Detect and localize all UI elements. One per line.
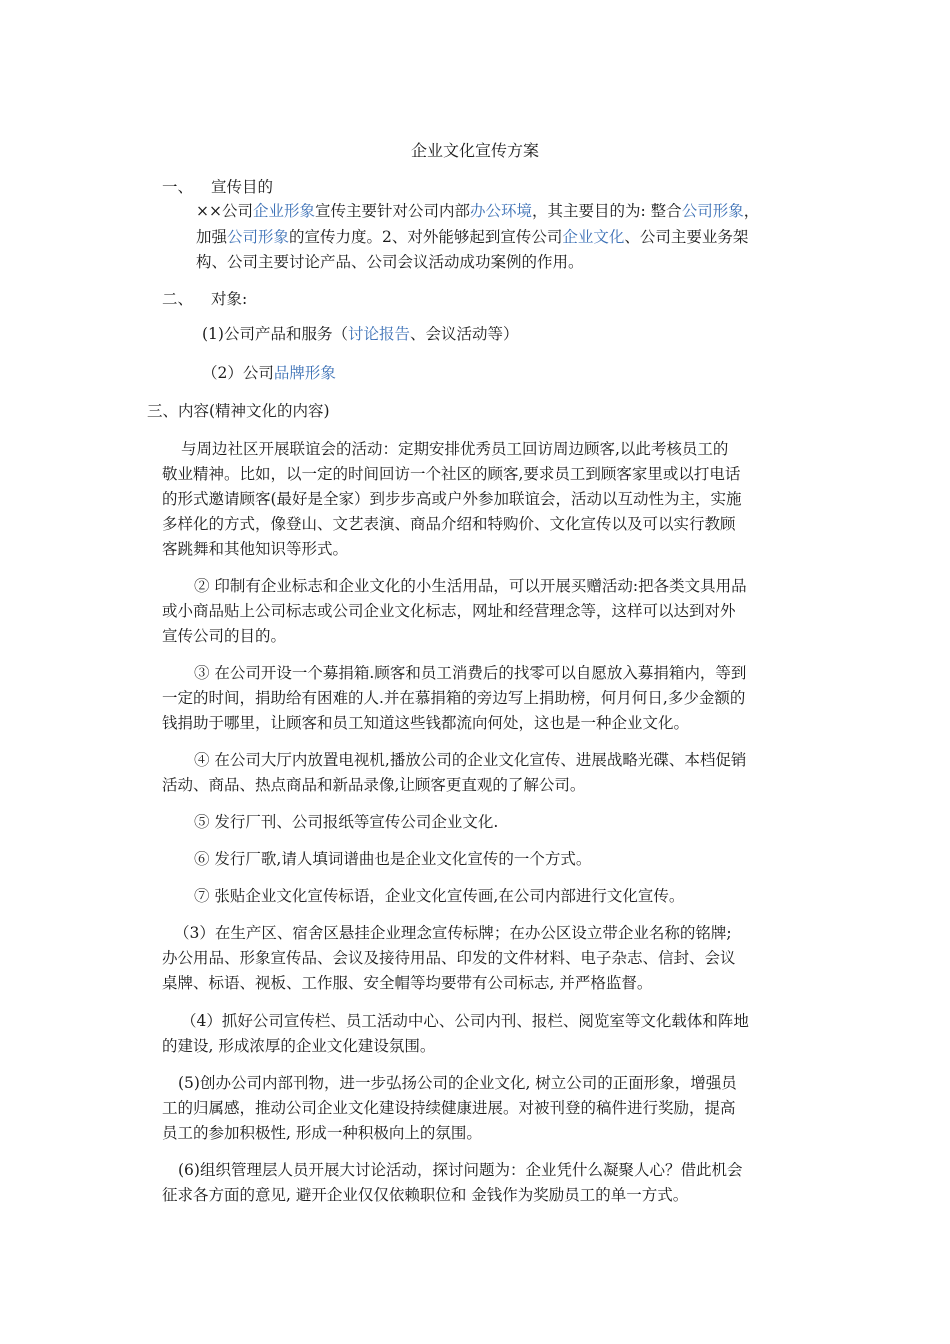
paragraph-6: ⑥ 发行厂歌,请人填词谱曲也是企业文化宣传的一个方式。 (194, 850, 592, 868)
section-1-heading: 宣传目的 (211, 178, 274, 196)
text-run: ， (743, 202, 760, 220)
paragraph-1-line: 敬业精神。比如，以一定的时间回访一个社区的顾客,要求员工到顾客家里或以打电话 (162, 465, 741, 483)
paragraph-10-line: 工的归属感，推动公司企业文化建设持续健康进展。对被刊登的稿件进行奖励，提高 (162, 1099, 736, 1117)
link-corporate-image[interactable]: 企业形象 (252, 202, 315, 220)
section-1-line-2 (196, 227, 748, 247)
paragraph-8-line: 办公用品、形象宣传品、会议及接待用品、印发的文件材料、电子杂志、信封、会议 (162, 949, 736, 967)
paragraph-4-line: ④ 在公司大厅内放置电视机,播放公司的企业文化宣传、进展战略光碟、本档促销 (194, 751, 747, 769)
text-run: 、公司主要业务架 (624, 228, 749, 246)
section-1-line-3: 构、公司主要讨论产品、公司会议活动成功案例的作用。 (196, 253, 584, 271)
paragraph-5: ⑤ 发行厂刊、公司报纸等宣传公司企业文化. (194, 813, 499, 831)
section-1-line-1 (196, 201, 759, 221)
paragraph-1-line: 的形式邀请顾客(最好是全家）到步步高或户外参加联谊会，活动以互动性为主，实施 (162, 490, 742, 508)
link-office-environment[interactable]: 办公环境 (470, 202, 533, 220)
text-run: 、会议活动等） (409, 325, 519, 343)
paragraph-3-line: ③ 在公司开设一个募捐箱.顾客和员工消费后的找零可以自愿放入募捐箱内，等到 (194, 664, 747, 682)
paragraph-11-line: (6)组织管理层人员开展大讨论活动，探讨问题为：企业凭什么凝聚人心？借此机会 (178, 1161, 743, 1179)
document-title: 企业文化宣传方案 (410, 141, 539, 160)
paragraph-1-line: 多样化的方式，像登山、文艺表演、商品介绍和特购价、文化宣传以及可以实行教顾 (162, 515, 736, 533)
paragraph-1-line: 与周边社区开展联谊会的活动：定期安排优秀员工回访周边顾客,以此考核员工的 (181, 440, 729, 458)
paragraph-7: ⑦ 张贴企业文化宣传标语，企业文化宣传画,在公司内部进行文化宣传。 (194, 887, 685, 905)
paragraph-2-line: 或小商品贴上公司标志或公司企业文化标志，网址和经营理念等，这样可以达到对外 (162, 602, 736, 620)
text-run: 加强 (196, 228, 228, 246)
paragraph-10-line: (5)创办公司内部刊物，进一步弘扬公司的企业文化, 树立公司的正面形象，增强员 (178, 1074, 737, 1092)
paragraph-8-line: 桌牌、标语、视板、工作服、安全帽等均要带有公司标志, 并严格监督。 (162, 974, 653, 992)
section-2-item-2 (202, 363, 336, 383)
paragraph-2-line: ② 印制有企业标志和企业文化的小生活用品，可以开展买赠活动:把各类文具用品 (194, 577, 747, 595)
link-company-image-2[interactable]: 公司形象 (227, 228, 290, 246)
paragraph-9-line: （4）抓好公司宣传栏、员工活动中心、公司内刊、报栏、阅览室等文化载体和阵地 (181, 1012, 749, 1030)
text-run: （2）公司 (202, 364, 274, 382)
section-1-number: 一、 (162, 178, 194, 196)
text-run: ××公司 (196, 202, 253, 220)
text-run: (1)公司产品和服务（ (202, 325, 348, 343)
text-run: ，其主要目的为: 整合 (532, 202, 682, 220)
paragraph-8-line: （3）在生产区、宿舍区悬挂企业理念宣传标牌；在办公区设立带企业名称的铭牌; (174, 924, 732, 942)
section-2-item-1 (202, 324, 519, 344)
link-brand-image[interactable]: 品牌形象 (273, 364, 336, 382)
paragraph-4-line: 活动、商品、热点商品和新品录像,让顾客更直观的了解公司。 (162, 776, 586, 794)
link-discussion-report[interactable]: 讨论报告 (347, 325, 410, 343)
text-run: 宣传主要针对公司内部 (315, 202, 471, 220)
paragraph-1-line: 客跳舞和其他知识等形式。 (162, 540, 349, 558)
section-3-heading: 三、内容(精神文化的内容) (147, 402, 330, 420)
paragraph-3-line: 一定的时间，捐助给有困难的人.并在慕捐箱的旁边写上捐助榜，何月何日,多少金额的 (162, 689, 746, 707)
link-corporate-culture[interactable]: 企业文化 (562, 228, 625, 246)
section-2-number: 二、 (162, 290, 194, 308)
paragraph-2-line: 宣传公司的目的。 (162, 627, 287, 645)
paragraph-11-line: 征求各方面的意见, 避开企业仅仅依赖职位和 金钱作为奖励员工的单一方式。 (162, 1186, 689, 1204)
section-2-heading: 对象: (211, 290, 248, 308)
paragraph-3-line: 钱捐助于哪里，让顾客和员工知道这些钱都流向何处，这也是一种企业文化。 (162, 714, 690, 732)
link-company-image[interactable]: 公司形象 (681, 202, 744, 220)
paragraph-9-line: 的建设, 形成浓厚的企业文化建设氛围。 (162, 1037, 436, 1055)
paragraph-10-line: 员工的参加积极性, 形成一种积极向上的氛围。 (162, 1124, 482, 1142)
text-run: 的宣传力度。2、对外能够起到宣传公司 (289, 228, 563, 246)
